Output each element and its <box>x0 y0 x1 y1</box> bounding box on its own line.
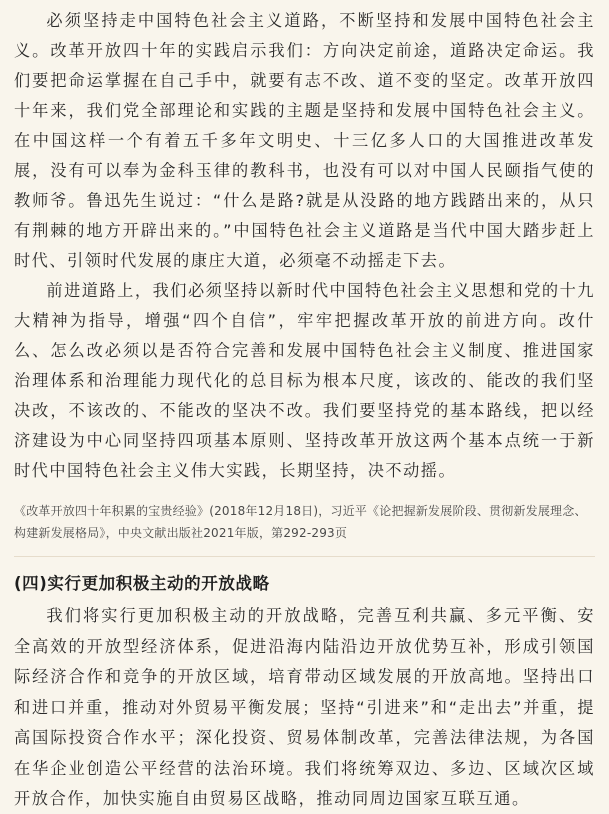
section-heading: (四)实行更加积极主动的开放战略 <box>14 574 270 593</box>
source-citation: 《改革开放四十年积累的宝贵经验》(2018年12月18日)，习近平《论把握新发展阶段、贯彻新发展理念、构建新发展格局》，中央文献出版社2021年版，第292-293页 <box>14 504 587 540</box>
section-paragraph: 我们将实行更加积极主动的开放战略，完善互利共赢、多元平衡、安全高效的开放型经济体系，促进沿海内陆沿边开放优势互补，形成引领国际经济合作和竞争的开放区域，培育带动区域发展的开放高地。坚持出口和进口并重，推动对外贸易平衡发展；坚持“引进来”和“走出去”并重，提高国际投资合作水平；深化投资、贸易体制改革，完善法律法规，为各国在华企业创造公平经营的法治环境。我们将统筹双边、多边、区域次区域开放合作，加快实施自由贸易区战略，推动同周边国家互联互通。 <box>14 606 595 808</box>
body-paragraph-1: 必须坚持走中国特色社会主义道路，不断坚持和发展中国特色社会主义。改革开放四十年的实践启示我们：方向决定前途，道路决定命运。我们要把命运掌握在自己手中，就要有志不改、道不变的坚定。改革开放四十年来，我们党全部理论和实践的主题是坚持和发展中国特色社会主义。在中国这样一个有着五千多年文明史、十三亿多人口的大国推进改革发展，没有可以奉为金科玉律的教科书，也没有可以对中国人民颐指气使的教师爷。鲁迅先生说过：“什么是路?就是从没路的地方践踏出来的，从只有荆棘的地方开辟出来的。”中国特色社会主义道路是当代中国大踏步赶上时代、引领时代发展的康庄大道，必须毫不动摇走下去。 <box>14 11 595 270</box>
body-paragraph-2: 前进道路上，我们必须坚持以新时代中国特色社会主义思想和党的十九大精神为指导，增强“四个自信”，牢牢把握改革开放的前进方向。改什么、怎么改必须以是否符合完善和发展中国特色社会主义制度、推进国家治理体系和治理能力现代化的总目标为根本尺度，该改的、能改的我们坚决改，不该改的、不能改的坚决不改。我们要坚持党的基本路线，把以经济建设为中心同坚持四项基本原则、坚持改革开放这两个基本点统一于新时代中国特色社会主义伟大实践，长期坚持，决不动摇。 <box>14 281 595 480</box>
section-divider <box>14 556 595 557</box>
